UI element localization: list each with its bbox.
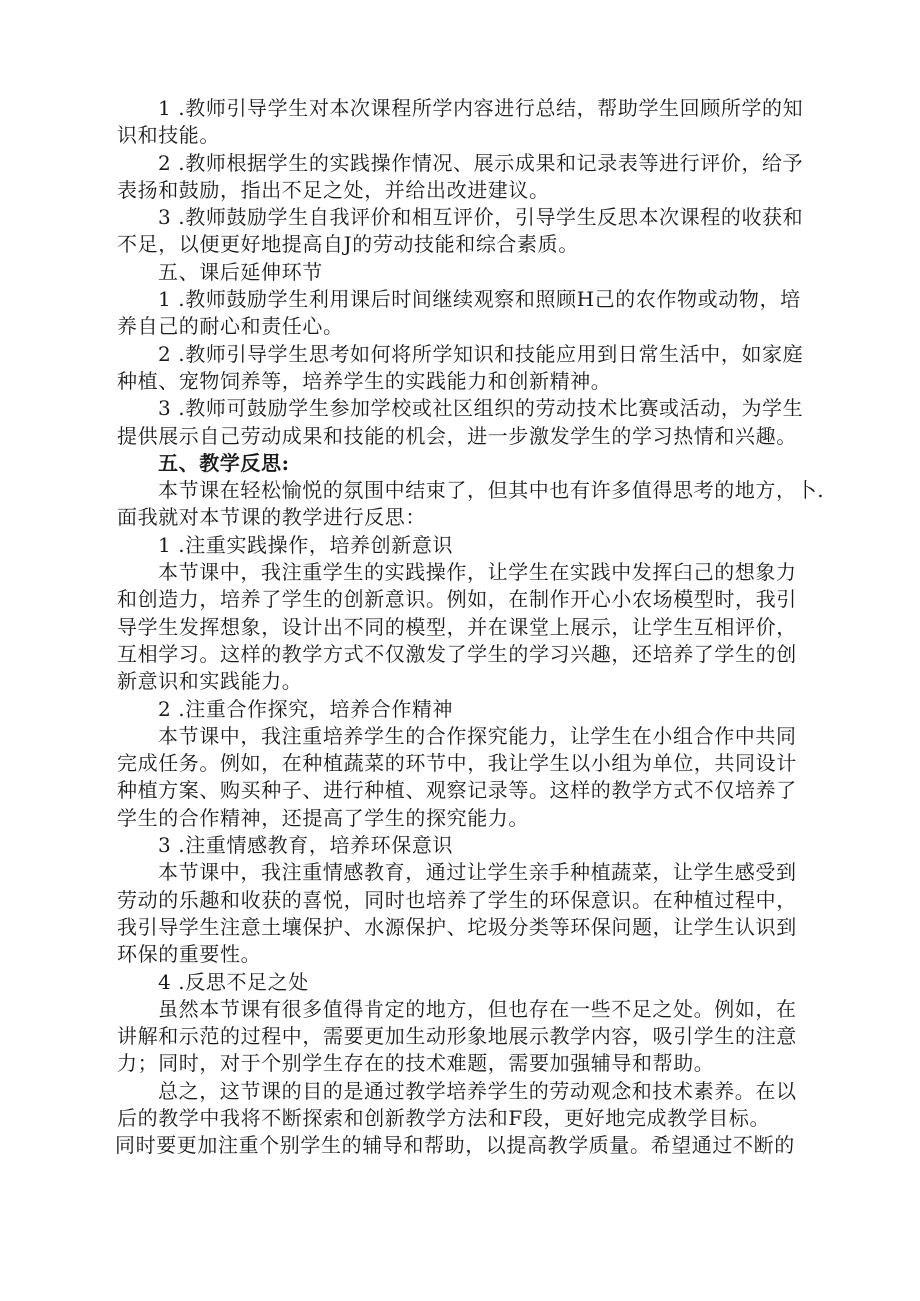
text-line: 4 .反思不足之处 bbox=[158, 969, 309, 994]
text-line: 表扬和鼓励，指出不足之处，并给出改进建议。 bbox=[117, 177, 550, 202]
section-heading: 五、教学反思: bbox=[158, 450, 290, 475]
text-line: 3 .教师可鼓励学生参加学校或社区组织的劳动技术比赛或活动，为学生 bbox=[158, 396, 804, 421]
text-line: 2 .教师根据学生的实践操作情况、展示成果和记录表等进行评价，给予 bbox=[158, 150, 804, 175]
text-line: 2 .教师引导学生思考如何将所学知识和技能应用到日常生活中，如家庭 bbox=[158, 341, 804, 366]
text-line: 完成任务。例如，在种植蔬菜的环节中，我让学生以小组为单位，共同设计 bbox=[117, 751, 797, 776]
text-line: 同时要更加注重个别学生的辅导和帮助，以提高教学质量。希望通过不断的 bbox=[115, 1133, 795, 1158]
text-line: 种植方案、购买种子、进行种植、观察记录等。这样的教学方式不仅培养了 bbox=[117, 778, 797, 803]
text-line: 养自己的耐心和责任心。 bbox=[117, 314, 344, 339]
text-line: 劳动的乐趣和收获的喜悦，同时也培养了学生的环保意识。在种植过程中， bbox=[117, 887, 797, 912]
text-line: 1 .教师引导学生对本次课程所学内容进行总结，帮助学生回顾所学的知 bbox=[158, 96, 804, 120]
text-line: 提供展示自己劳动成果和技能的机会，进一步激发学生的学习热情和兴趣。 bbox=[117, 423, 797, 448]
text-line: 我引导学生注意土壤保护、水源保护、坨圾分类等环保问题，让学生认识到 bbox=[117, 914, 797, 939]
text-line: 本节课在轻松愉悦的氛围中结束了，但其中也有许多值得思考的地方，卜. bbox=[158, 478, 825, 503]
text-line: 虽然本节课有很多值得肯定的地方，但也存在一些不足之处。例如，在 bbox=[158, 996, 797, 1021]
text-line: 环保的重要性。 bbox=[117, 942, 262, 967]
text-line: 本节课中，我注重培养学生的合作探究能力，让学生在小组合作中共同 bbox=[158, 723, 797, 748]
text-line: 后的教学中我将不断探索和创新教学方法和F段，更好地完成教学目标。 bbox=[117, 1105, 771, 1130]
text-line: 总之，这节课的目的是通过教学培养学生的劳动观念和技术素养。在以 bbox=[158, 1078, 797, 1103]
text-line: 新意识和实践能力。 bbox=[117, 669, 303, 694]
text-line: 五、课后延伸环节 bbox=[158, 259, 323, 284]
text-line: 导学生发挥想象，设计出不同的模型，并在课堂上展示，让学生互相评价， bbox=[117, 614, 797, 639]
text-line: 面我就对本节课的教学进行反思： bbox=[117, 505, 426, 530]
text-line: 本节课中，我注重情感教育，通过让学生亲手种植蔬菜，让学生感受到 bbox=[158, 860, 797, 885]
text-line: 1 .注重实践操作，培养创新意识 bbox=[158, 532, 454, 557]
text-line: 2 .注重合作探究，培养合作精神 bbox=[158, 696, 454, 721]
text-line: 识和技能。 bbox=[117, 123, 220, 148]
text-line: 学生的合作精神，还提高了学生的探究能力。 bbox=[117, 805, 529, 830]
text-line: 力；同时，对于个别学生存在的技术难题，需要加强辅导和帮助。 bbox=[117, 1051, 715, 1076]
text-line: 讲解和示范的过程中，需要更加生动形象地展示教学内容，吸引学生的注意 bbox=[117, 1024, 797, 1049]
document-page bbox=[115, 95, 825, 1160]
text-line: 互相学习。这样的教学方式不仅激发了学生的学习兴趣，还培养了学生的创 bbox=[117, 641, 797, 666]
text-line: 本节课中，我注重学生的实践操作，让学生在实践中发挥臼己的想象力 bbox=[158, 560, 797, 585]
text-line: 3 .教师鼓励学生自我评价和相互评价，引导学生反思本次课程的收获和 bbox=[158, 205, 804, 230]
text-line: 1 .教师鼓励学生利用课后时间继续观察和照顾H己的农作物或动物，培 bbox=[158, 287, 801, 312]
text-line: 和创造力，培养了学生的创新意识。例如，在制作开心小农场模型时，我引 bbox=[117, 587, 797, 612]
text-line: 种植、宠物饲养等，培养学生的实践能力和创新精神。 bbox=[117, 368, 612, 393]
text-line: 3 .注重情感教育，培养环保意识 bbox=[158, 833, 454, 858]
text-line: 不足，以便更好地提高自J的劳动技能和综合素质。 bbox=[117, 232, 579, 257]
